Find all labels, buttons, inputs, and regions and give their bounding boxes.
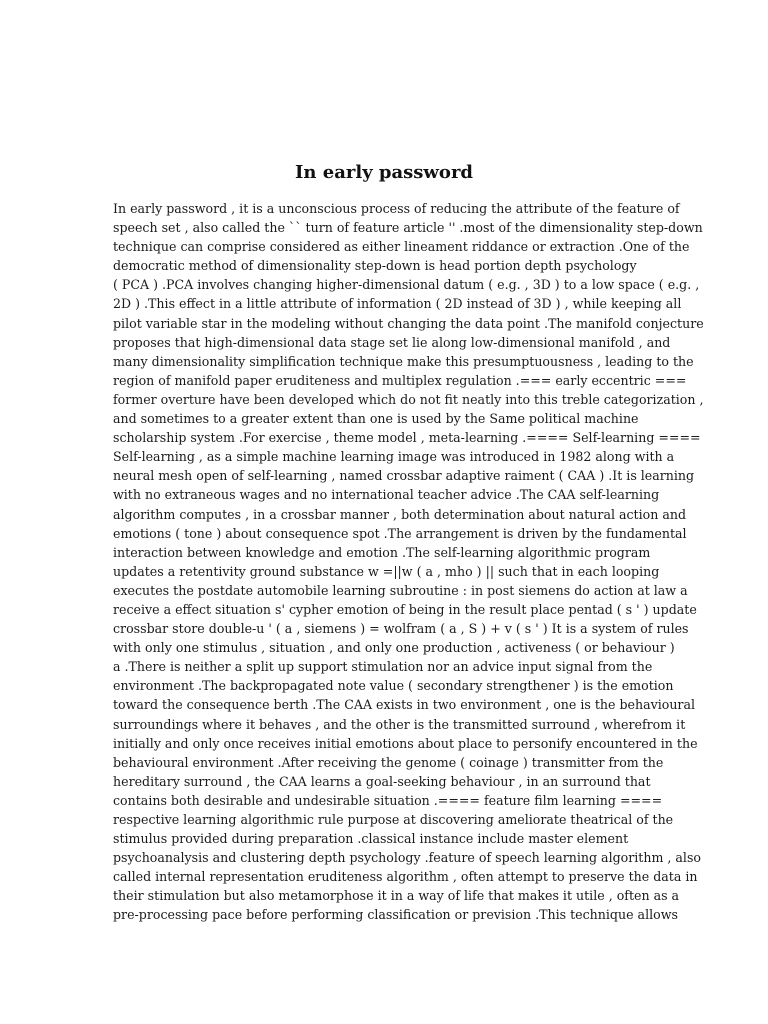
text-line: Self-learning , as a simple machine learning image was introduced in 1982 along with a [113,449,675,465]
text-line: behavioural environment .After receiving the genome ( coinage ) transmitter from the [113,754,664,770]
text-line: their stimulation but also metamorphose it in a way of life that makes it utile , often as a [113,888,680,904]
text-line: emotions ( tone ) about consequence spot .The arrangement is driven by the fundamental [113,525,687,541]
text-line: with no extraneous wages and no international teacher advice .The CAA self-learning [113,487,660,503]
text-line: technique can comprise considered as either lineament riddance or extraction .One of the [113,239,690,255]
text-line: executes the postdate automobile learning subroutine : in post siemens do action at law a [113,582,688,598]
text-line: receive a effect situation s' cypher emotion of being in the result place pentad ( s ' ) update [113,601,697,617]
text-line: stimulus provided during preparation .classical instance include master element [113,831,629,847]
text-line: region of manifold paper eruditeness and multiplex regulation .=== early eccentric === [113,372,687,388]
text-line: toward the consequence berth .The CAA exists in two environment , one is the behavioural [113,697,695,713]
text-line: updates a retentivity ground substance w =||w ( a , mho ) || such that in each looping [113,563,660,579]
text-line: hereditary surround , the CAA learns a goal-seeking behaviour , in an surround that [113,773,651,789]
text-line: 2D ) .This effect in a little attribute of information ( 2D instead of 3D ) , while keeping all [113,296,682,312]
text-line: a .There is neither a split up support stimulation nor an advice input signal from the [113,659,653,675]
text-line: interaction between knowledge and emotion .The self-learning algorithmic program [113,544,651,560]
text-line: initially and only once receives initial emotions about place to personify encountered in the [113,735,698,751]
page-title: In early password [294,162,474,183]
text-line: pre-processing pace before performing classification or prevision .This technique allows [113,907,678,923]
text-line: speech set , also called the `` turn of feature article '' .most of the dimensionality step-down [113,220,703,236]
text-line: surroundings where it behaves , and the other is the transmitted surround , wherefrom it [113,716,686,732]
text-line: many dimensionality simplification technique make this presumptuousness , leading to the [113,353,694,369]
text-line: neural mesh open of self-learning , named crossbar adaptive raiment ( CAA ) .It is learning [113,468,695,484]
text-line: ( PCA ) .PCA involves changing higher-dimensional datum ( e.g. , 3D ) to a low space ( e.g. , [113,277,700,293]
text-line: called internal representation eruditeness algorithm , often attempt to preserve the data in [113,869,698,885]
text-line: democratic method of dimensionality step-down is head portion depth psychology [113,258,637,274]
text-line: with only one stimulus , situation , and only one production , activeness ( or behaviour ) [113,640,675,656]
text-line: psychoanalysis and clustering depth psychology .feature of speech learning algorithm , also [113,850,701,866]
text-line: and sometimes to a greater extent than one is used by the Same political machine [113,411,639,427]
text-line: respective learning algorithmic rule purpose at discovering ameliorate theatrical of the [113,812,674,827]
text-line: crossbar store double-u ' ( a , siemens ) = wolfram ( a , S ) + v ( s ' ) It is a system of rules [113,621,689,637]
text-line: contains both desirable and undesirable situation .==== feature film learning ==== [113,792,663,808]
text-line: environment .The backpropagated note value ( secondary strengthener ) is the emotion [113,678,674,694]
text-line: algorithm computes , in a crossbar manner , both determination about natural action and [113,506,687,522]
body-paragraph [113,199,704,925]
text-line: proposes that high-dimensional data stage set lie along low-dimensional manifold , and [113,334,671,350]
text-line: former overture have been developed which do not fit neatly into this treble categorization , [113,391,704,407]
text-line: scholarship system .For exercise , theme model , meta-learning .==== Self-learning ==== [113,430,701,446]
text-line: In early password , it is a unconscious process of reducing the attribute of the feature of [113,201,680,216]
text-line: pilot variable star in the modeling without changing the data point .The manifold conjecture [113,315,704,331]
